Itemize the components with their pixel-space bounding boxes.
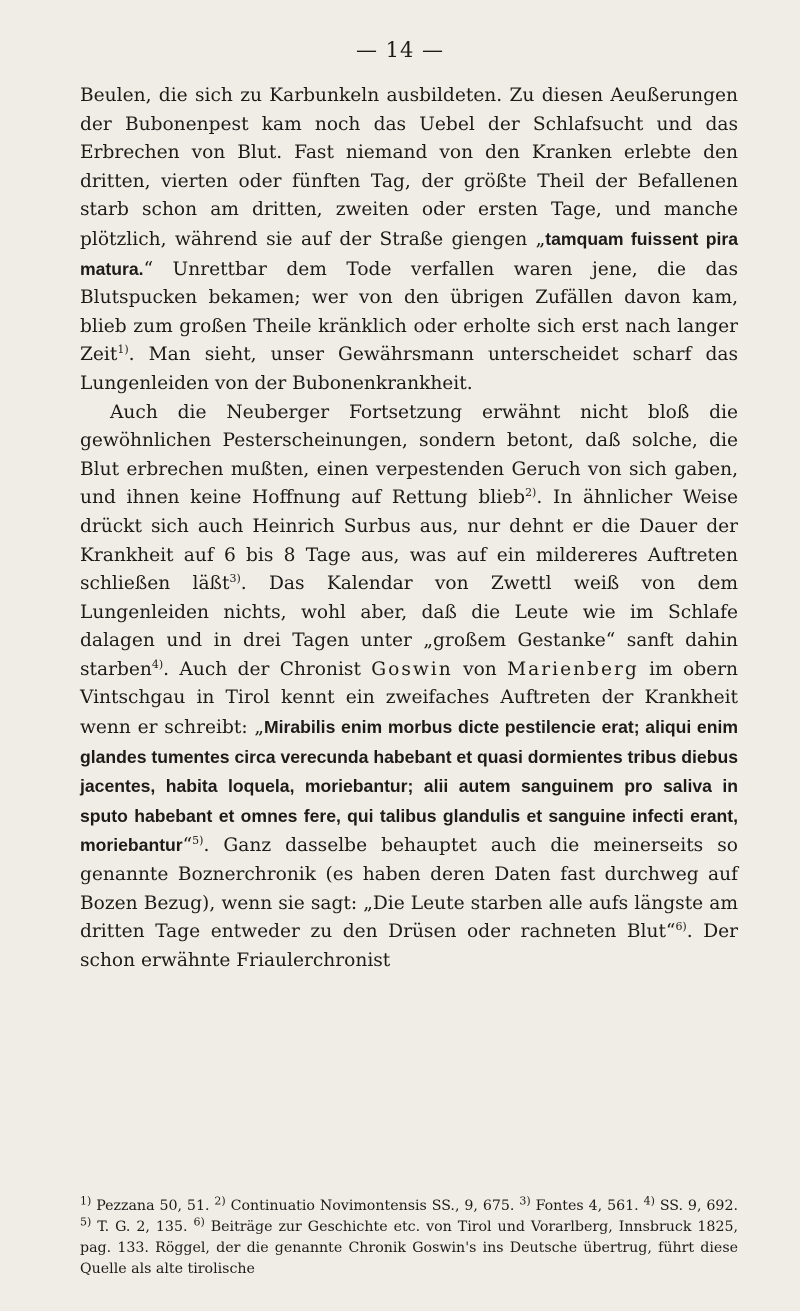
- paragraph-2: [80, 399, 738, 976]
- latin-quotation: Mirabilis enim morbus dicte pestilencie erat; aliqui enim glandes tumentes circa verecunda habebant et quasi dormientes tribus diebus jacentes, habita loquela, moriebantur; alii autem sanguinem pro saliva in sputo habebant et omnes fere, qui talibus glandulis et sanguine infecti erant, moriebantur: [80, 717, 738, 856]
- footnote-ref: 4): [643, 1194, 655, 1208]
- body-text: [80, 82, 738, 975]
- text-run: . Man sieht, unser Gewährsmann unterscheidet scharf das Lungenleiden von der Bubonenkrankheit.: [80, 344, 738, 394]
- text-run: SS. 9, 692.: [654, 1198, 738, 1214]
- text-run: Fontes 4, 561.: [530, 1198, 644, 1214]
- text-run: “: [182, 835, 193, 857]
- page-number: — 14 —: [355, 38, 445, 62]
- footnote-ref: 2): [525, 486, 537, 500]
- emphasized-name: Goswin: [371, 658, 453, 680]
- footnote-ref: 1): [117, 343, 129, 357]
- text-run: Pezzana 50, 51.: [91, 1198, 215, 1214]
- text-run: . Das Kalendar von Zwettl weiß von dem Lungenleiden nichts, wohl aber, daß die Leute wie im Schlafe dalagen und in drei Tagen unter „großem Gestanke“ sanft dahin starben: [80, 573, 739, 680]
- footnote-ref: 5): [192, 834, 204, 848]
- text-run: . Auch der Chronist: [163, 658, 372, 680]
- footnote-ref: 3): [229, 571, 241, 585]
- text-run: im obern Vintschgau in Tirol kennt ein zweifaches Auftreten der Krankheit wenn er schreibt: „: [80, 658, 738, 739]
- latin-quotation: tamquam fuissent pira matura.: [80, 228, 738, 279]
- text-run: . Ganz dasselbe behauptet auch die meinerseits so genannte Boznerchronik (es haben deren Daten fast durchweg auf Bozen Bezug), wenn sie sagt: „Die Leute starben alle aufs längste am dritten Tage entweder zu den Drüsen oder rachneten Blut“: [80, 835, 738, 943]
- footnote-ref: 6): [193, 1215, 205, 1229]
- text-run: Beiträge zur Geschichte etc. von Tirol und Vorarlberg, Innsbruck 1825, pag. 133. Röggel, der die genannte Chronik Goswin's ins Deutsche übertrug, führt diese Quelle als alte tirolische: [80, 1219, 739, 1277]
- footnote-ref: 4): [151, 657, 164, 671]
- footnote-block: [80, 1196, 738, 1280]
- paragraph-1: [80, 82, 738, 399]
- footnote-ref: 1): [80, 1194, 92, 1208]
- footnotes: [80, 1196, 738, 1280]
- text-run: von: [452, 658, 508, 680]
- emphasized-name: Marienberg: [507, 658, 639, 680]
- text-run: . Der schon erwähnte Friaulerchronist: [80, 921, 738, 971]
- footnote-ref: 2): [214, 1194, 226, 1208]
- text-run: T. G. 2, 135.: [91, 1219, 194, 1235]
- footnote-ref: 6): [675, 920, 687, 934]
- footnote-ref: 3): [519, 1194, 531, 1208]
- footnote-ref: 5): [80, 1215, 92, 1229]
- text-run: Beulen, die sich zu Karbunkeln ausbildeten. Zu diesen Aeußerungen der Bubonenpest kam noch das Uebel der Schlafsucht und das Erbrechen von Blut. Fast niemand von den Kranken erlebte den dritten, vierten oder fünften Tag, der größte Theil der Befallenen starb schon am dritten, zweiten oder ersten Tage, und manche plötzlich, während sie auf der Straße giengen „: [80, 85, 738, 250]
- text-run: . In ähnlicher Weise drückt sich auch Heinrich Surbus aus, nur dehnt er die Dauer der Krankheit auf 6 bis 8 Tage aus, was auf ein mildereres Auftreten schließen läßt: [80, 487, 739, 595]
- text-run: “ Unrettbar dem Tode verfallen waren jene, die das Blutspucken bekamen; wer von den übrigen Zufällen davon kam, blieb zum großen Theile kränklich oder erholte sich erst nach langer Zeit: [80, 258, 738, 366]
- text-run: Auch die Neuberger Fortsetzung erwähnt nicht bloß die gewöhnlichen Pesterscheinungen, sondern betont, daß solche, die Blut erbrechen mußten, einen verpestenden Geruch von sich gaben, und ihnen keine Hoffnung auf Rettung blieb: [80, 401, 738, 509]
- text-run: Continuatio Novimontensis SS., 9, 675.: [225, 1198, 520, 1214]
